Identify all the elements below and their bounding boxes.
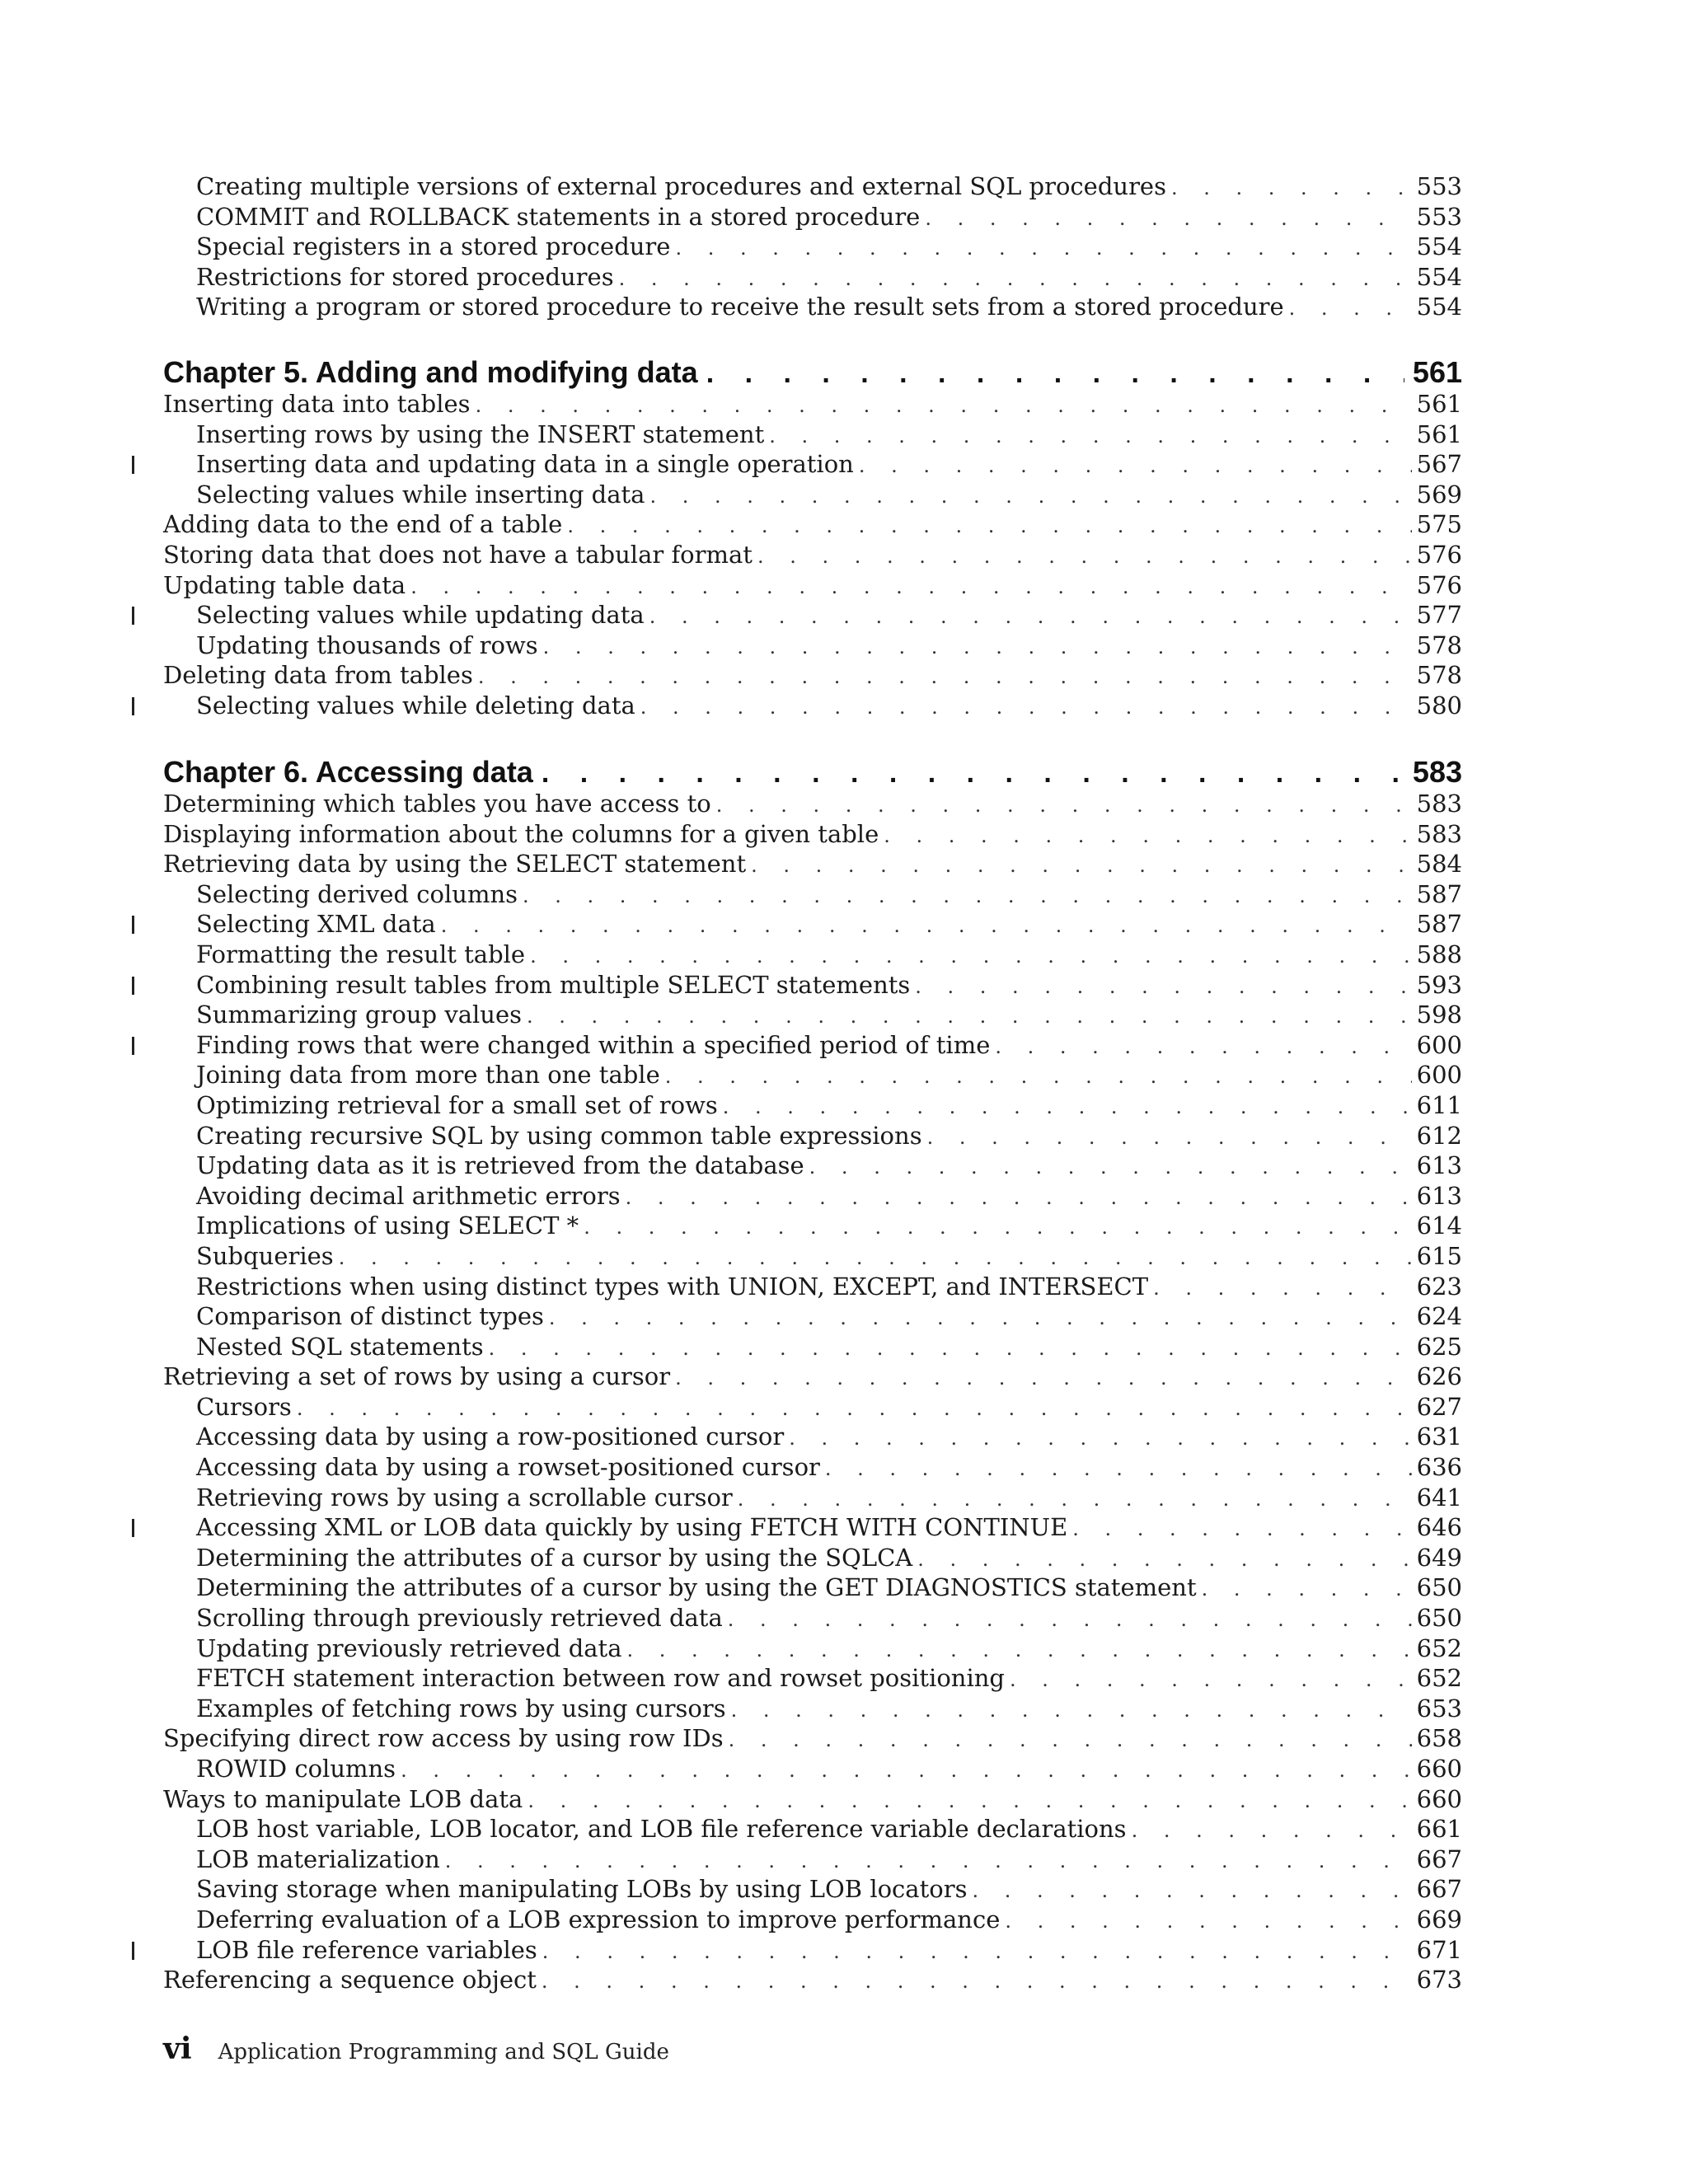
dot-leader [478,662,1412,692]
toc-entry[interactable] [163,262,1462,293]
dot-leader [1202,1574,1412,1605]
toc-entry[interactable] [163,660,1462,691]
toc-entry[interactable] [163,1452,1462,1483]
dot-leader [675,233,1411,264]
toc-entry-page: 588 [1416,940,1462,968]
dot-leader [769,421,1411,452]
dot-leader [751,851,1412,881]
toc-entry-title: Selecting values while inserting data [196,480,645,509]
change-bar [132,456,134,474]
toc-entry-page: 631 [1416,1422,1462,1451]
dot-leader [859,451,1412,481]
dot-leader [627,1635,1412,1666]
toc-entry[interactable] [163,970,1462,1001]
toc-entry-page: 661 [1416,1815,1462,1844]
dot-leader [649,602,1412,632]
toc-entry[interactable] [163,849,1462,879]
dot-leader [995,1032,1411,1062]
dot-leader [530,941,1412,972]
toc-entry-page: 567 [1416,450,1462,479]
toc-entry-title: Accessing data by using a rowset-positioned cursor [196,1453,820,1482]
toc-entry-title: Implications of using SELECT * [196,1212,579,1240]
dot-leader [1072,1514,1411,1544]
dot-leader [1171,173,1412,204]
toc-entry-page: 614 [1416,1212,1462,1240]
toc-entry[interactable] [163,1784,1462,1815]
toc-entry-page: 646 [1416,1513,1462,1542]
toc-entry[interactable] [163,1874,1462,1905]
dot-leader [640,692,1412,723]
toc-entry-title: COMMIT and ROLLBACK statements in a stored procedure [196,202,921,231]
footer-page-number: vi [163,2032,192,2066]
toc-entry-title: Inserting data and updating data in a single operation [196,450,854,479]
toc-entry[interactable] [163,509,1462,540]
dot-leader [1005,1906,1411,1937]
toc-entry-title: Deleting data from tables [163,661,473,690]
toc-entry[interactable] [163,1301,1462,1332]
toc-entry[interactable] [163,389,1462,419]
toc-entry-title: Updating thousands of rows [196,630,538,659]
toc-entry-title: Retrieving rows by using a scrollable cursor [196,1483,733,1511]
toc-entry[interactable] [163,1754,1462,1784]
footer-book-title: Application Programming and SQL Guide [218,2040,669,2064]
toc-page [163,0,1462,2184]
toc-entry-page: 587 [1416,879,1462,908]
change-bar [132,607,134,625]
toc-entry-title: Accessing data by using a row-positioned cursor [196,1422,785,1451]
toc-entry[interactable] [163,1633,1462,1664]
toc-entry[interactable] [163,1121,1462,1151]
toc-entry-page: 669 [1416,1905,1462,1933]
change-bar [132,697,134,715]
dot-leader [706,357,1404,390]
toc-entry[interactable] [163,202,1462,232]
dot-leader [972,1876,1411,1906]
dot-leader [567,511,1411,541]
toc-entry-page: 624 [1416,1302,1462,1331]
dot-leader [489,1333,1412,1364]
toc-entry-page: 649 [1416,1543,1462,1572]
toc-entry[interactable] [163,1543,1462,1573]
toc-entry-title: Determining which tables you have access to [163,790,711,818]
toc-entry-page: 667 [1416,1844,1462,1873]
dot-leader [723,1092,1412,1122]
page-footer [163,2032,669,2066]
toc-entry-page: 578 [1416,661,1462,690]
toc-entry[interactable] [163,171,1462,202]
toc-entry-page: 578 [1416,630,1462,659]
toc-entry[interactable] [163,1965,1462,1995]
toc-entry-page: 569 [1416,480,1462,509]
dot-leader [757,541,1412,572]
toc-entry-title: Cursors [196,1392,292,1421]
toc-entry[interactable] [163,1151,1462,1181]
change-bar [132,1037,134,1055]
toc-entry-page: 653 [1416,1694,1462,1722]
toc-entry[interactable] [163,1814,1462,1844]
toc-entry-page: 577 [1416,601,1462,630]
toc-entry-title: FETCH statement interaction between row and rowset positioning [196,1664,1005,1693]
toc-entry-title: Specifying direct row access by using row IDs [163,1724,724,1753]
dot-leader [716,790,1412,821]
toc-entry-title: Summarizing group values [196,1001,522,1029]
toc-entry-title: Subqueries [196,1241,334,1270]
dot-leader [809,1152,1412,1183]
toc-entry-page: 667 [1416,1875,1462,1904]
dot-leader [825,1454,1412,1484]
toc-entry-page: 593 [1416,970,1462,999]
toc-entry-page: 626 [1416,1362,1462,1391]
dot-leader [549,1303,1412,1333]
dot-leader [649,481,1411,512]
toc-entry-title: LOB materialization [196,1844,440,1873]
toc-entry[interactable] [163,232,1462,262]
dot-leader [445,1846,1412,1877]
toc-entry-page: 561 [1416,390,1462,418]
toc-entry[interactable] [163,1422,1462,1452]
dot-leader [1132,1816,1412,1846]
toc-entry-page: 613 [1416,1181,1462,1210]
dot-leader [738,1484,1412,1515]
change-bar [132,916,134,934]
chapter-page: 583 [1412,755,1462,789]
toc-entry-page: 627 [1416,1392,1462,1421]
toc-entry-title: Updating data as it is retrieved from the database [196,1151,804,1180]
toc-entry[interactable] [163,1694,1462,1724]
toc-entry-page: 584 [1416,850,1462,879]
toc-entry[interactable] [163,1060,1462,1090]
toc-entry-page: 660 [1416,1755,1462,1783]
toc-entry-title: Finding rows that were changed within a specified period of time [196,1030,991,1059]
toc-entry[interactable] [163,630,1462,661]
toc-entry[interactable] [163,419,1462,450]
chapter-title: Chapter 5. Adding and modifying data [163,355,698,389]
dot-leader [884,821,1411,851]
toc-entry-title: Deferring evaluation of a LOB expression to improve performance [196,1905,1001,1933]
toc-entry[interactable] [163,1723,1462,1754]
toc-entry[interactable] [163,1000,1462,1030]
toc-entry[interactable] [163,449,1462,480]
toc-entry-page: 598 [1416,1001,1462,1029]
toc-entry-title: Selecting XML data [196,910,436,939]
dot-leader [789,1423,1411,1454]
toc-entry[interactable] [163,1181,1462,1212]
toc-entry-title: Ways to manipulate LOB data [163,1784,523,1813]
toc-entry-title: Selecting derived columns [196,879,518,908]
toc-entry-title: Formatting the result table [196,940,526,968]
dot-leader [441,911,1412,941]
toc-entry-page: 613 [1416,1151,1462,1180]
toc-entry-page: 580 [1416,691,1462,719]
toc-entry[interactable] [163,819,1462,850]
toc-entry[interactable] [163,879,1462,910]
toc-entry-page: 615 [1416,1241,1462,1270]
toc-entry-page: 652 [1416,1664,1462,1693]
dot-leader [401,1755,1412,1786]
toc-entry[interactable] [163,1935,1462,1966]
toc-entry-title: Retrieving data by using the SELECT statement [163,850,747,879]
toc-entry-page: 575 [1416,510,1462,539]
toc-entry-page: 671 [1416,1935,1462,1964]
dot-leader [543,632,1412,663]
toc-entry-title: Selecting values while deleting data [196,691,635,719]
toc-entry-page: 554 [1416,232,1462,261]
toc-entry-page: 561 [1416,419,1462,448]
dot-leader [528,1786,1411,1816]
chapter-heading[interactable] [163,756,1462,789]
toc-entry-page: 623 [1416,1272,1462,1301]
toc-entry-title: Determining the attributes of a cursor by using the SQLCA [196,1543,913,1572]
toc-entry-title: ROWID columns [196,1755,396,1783]
toc-entry-title: Restrictions for stored procedures [196,262,614,291]
dot-leader [729,1725,1412,1755]
chapter-5-section [163,356,1462,721]
toc-entry-page: 576 [1416,540,1462,569]
toc-entry[interactable] [163,1211,1462,1241]
dot-leader [339,1243,1412,1273]
dot-leader [1289,293,1412,324]
toc-entry-title: Writing a program or stored procedure to receive the result sets from a stored procedure [196,293,1284,321]
toc-entry[interactable] [163,1090,1462,1121]
toc-entry-page: 587 [1416,910,1462,939]
toc-entry[interactable] [163,789,1462,819]
dot-leader [297,1394,1412,1424]
toc-entry[interactable] [163,1361,1462,1392]
toc-entry-title: Selecting values while updating data [196,601,645,630]
toc-entry[interactable] [163,570,1462,601]
dot-leader [675,1363,1412,1394]
toc-entry-title: Determining the attributes of a cursor by using the GET DIAGNOSTICS statement [196,1573,1197,1602]
toc-entry-title: Examples of fetching rows by using cursors [196,1694,726,1722]
toc-entry-page: 611 [1416,1090,1462,1119]
toc-entry[interactable] [163,691,1462,721]
toc-entry[interactable] [163,1241,1462,1272]
toc-entry-page: 583 [1416,819,1462,848]
toc-entry[interactable] [163,1392,1462,1422]
toc-entry-page: 658 [1416,1724,1462,1753]
toc-entry-title: Creating recursive SQL by using common table expressions [196,1121,922,1150]
chapter-page: 561 [1412,355,1462,389]
toc-entry[interactable] [163,1483,1462,1513]
toc-entry[interactable] [163,1512,1462,1543]
toc-entry-title: LOB file reference variables [196,1935,537,1964]
toc-entry-page: 553 [1416,202,1462,231]
dot-leader [542,1937,1412,1967]
dot-leader [915,972,1411,1002]
toc-entry[interactable] [163,540,1462,570]
toc-entry-title: Inserting rows by using the INSERT statement [196,419,765,448]
toc-entry-page: 625 [1416,1332,1462,1361]
toc-entry-title: Scrolling through previously retrieved data [196,1604,723,1633]
toc-entry-page: 554 [1416,293,1462,321]
dot-leader [584,1212,1411,1243]
dot-leader [731,1695,1412,1726]
toc-entry-page: 600 [1416,1061,1462,1090]
dot-leader [925,204,1411,234]
dot-leader [917,1544,1411,1575]
toc-entry-title: Saving storage when manipulating LOBs by using LOB locators [196,1875,968,1904]
toc-entry-title: Displaying information about the columns for a given table [163,819,879,848]
toc-entry-page: 650 [1416,1573,1462,1602]
toc-entry-title: Joining data from more than one table [196,1061,660,1090]
dot-leader [476,391,1412,421]
toc-entry-page: 576 [1416,570,1462,599]
toc-entry-title: Storing data that does not have a tabular format [163,540,753,569]
toc-entry-page: 600 [1416,1030,1462,1059]
toc-entry-title: Accessing XML or LOB data quickly by using FETCH WITH CONTINUE [196,1513,1068,1542]
toc-entry[interactable] [163,292,1462,322]
toc-entry-title: Avoiding decimal arithmetic errors [196,1181,621,1210]
dot-leader [542,757,1404,790]
toc-entry-page: 553 [1416,172,1462,200]
toc-entry-title: Retrieving a set of rows by using a cursor [163,1362,671,1391]
toc-entry-title: Nested SQL statements [196,1332,484,1361]
toc-entry[interactable] [163,1030,1462,1061]
change-bar [132,1519,134,1537]
dot-leader [619,264,1412,294]
change-bar [132,977,134,995]
toc-entry-title: Creating multiple versions of external procedures and external SQL procedures [196,172,1166,200]
dot-leader [1010,1665,1412,1695]
toc-entry-title: LOB host variable, LOB locator, and LOB file reference variable declarations [196,1815,1127,1844]
toc-entry-page: 641 [1416,1483,1462,1511]
toc-entry-page: 554 [1416,262,1462,291]
toc-entry-page: 652 [1416,1633,1462,1662]
toc-entry[interactable] [163,480,1462,510]
toc-entry-title: Special registers in a stored procedure [196,232,671,261]
chapter-5-entries [163,389,1462,721]
toc-entry[interactable] [163,600,1462,630]
chapter-6-entries [163,789,1462,1995]
toc-entry-page: 660 [1416,1784,1462,1813]
toc-continued-entries [163,171,1462,322]
toc-entry[interactable] [163,1332,1462,1362]
dot-leader [665,1062,1412,1092]
toc-entry[interactable] [163,1572,1462,1603]
toc-entry[interactable] [163,1663,1462,1694]
chapter-title: Chapter 6. Accessing data [163,755,533,789]
toc-entry-title: Adding data to the end of a table [163,510,563,539]
dot-leader [728,1605,1412,1635]
dot-leader [523,881,1412,912]
toc-entry-page: 636 [1416,1453,1462,1482]
dot-leader [1153,1273,1412,1304]
toc-entry-title: Combining result tables from multiple SELECT statements [196,970,911,999]
toc-entry[interactable] [163,1272,1462,1302]
toc-entry-title: Referencing a sequence object [163,1966,537,1994]
dot-leader [626,1183,1412,1213]
toc-entry-title: Inserting data into tables [163,390,471,418]
chapter-heading[interactable] [163,356,1462,389]
dot-leader [542,1966,1412,1997]
dot-leader [410,572,1411,602]
toc-entry-page: 583 [1416,790,1462,818]
toc-entry-page: 612 [1416,1121,1462,1150]
toc-entry-page: 673 [1416,1966,1462,1994]
toc-entry-title: Updating previously retrieved data [196,1633,622,1662]
toc-entry[interactable] [163,1844,1462,1875]
toc-entry-title: Restrictions when using distinct types with UNION, EXCEPT, and INTERSECT [196,1272,1149,1301]
toc-entry-title: Updating table data [163,570,406,599]
change-bar [132,1942,134,1960]
dot-leader [527,1001,1412,1032]
chapter-6-section [163,756,1462,1995]
dot-leader [927,1122,1412,1153]
toc-entry[interactable] [163,1603,1462,1633]
toc-entry[interactable] [163,940,1462,970]
toc-entry[interactable] [163,909,1462,940]
toc-entry[interactable] [163,1905,1462,1935]
toc-entry-page: 650 [1416,1604,1462,1633]
toc-entry-title: Comparison of distinct types [196,1302,544,1331]
toc-entry-title: Optimizing retrieval for a small set of rows [196,1090,718,1119]
